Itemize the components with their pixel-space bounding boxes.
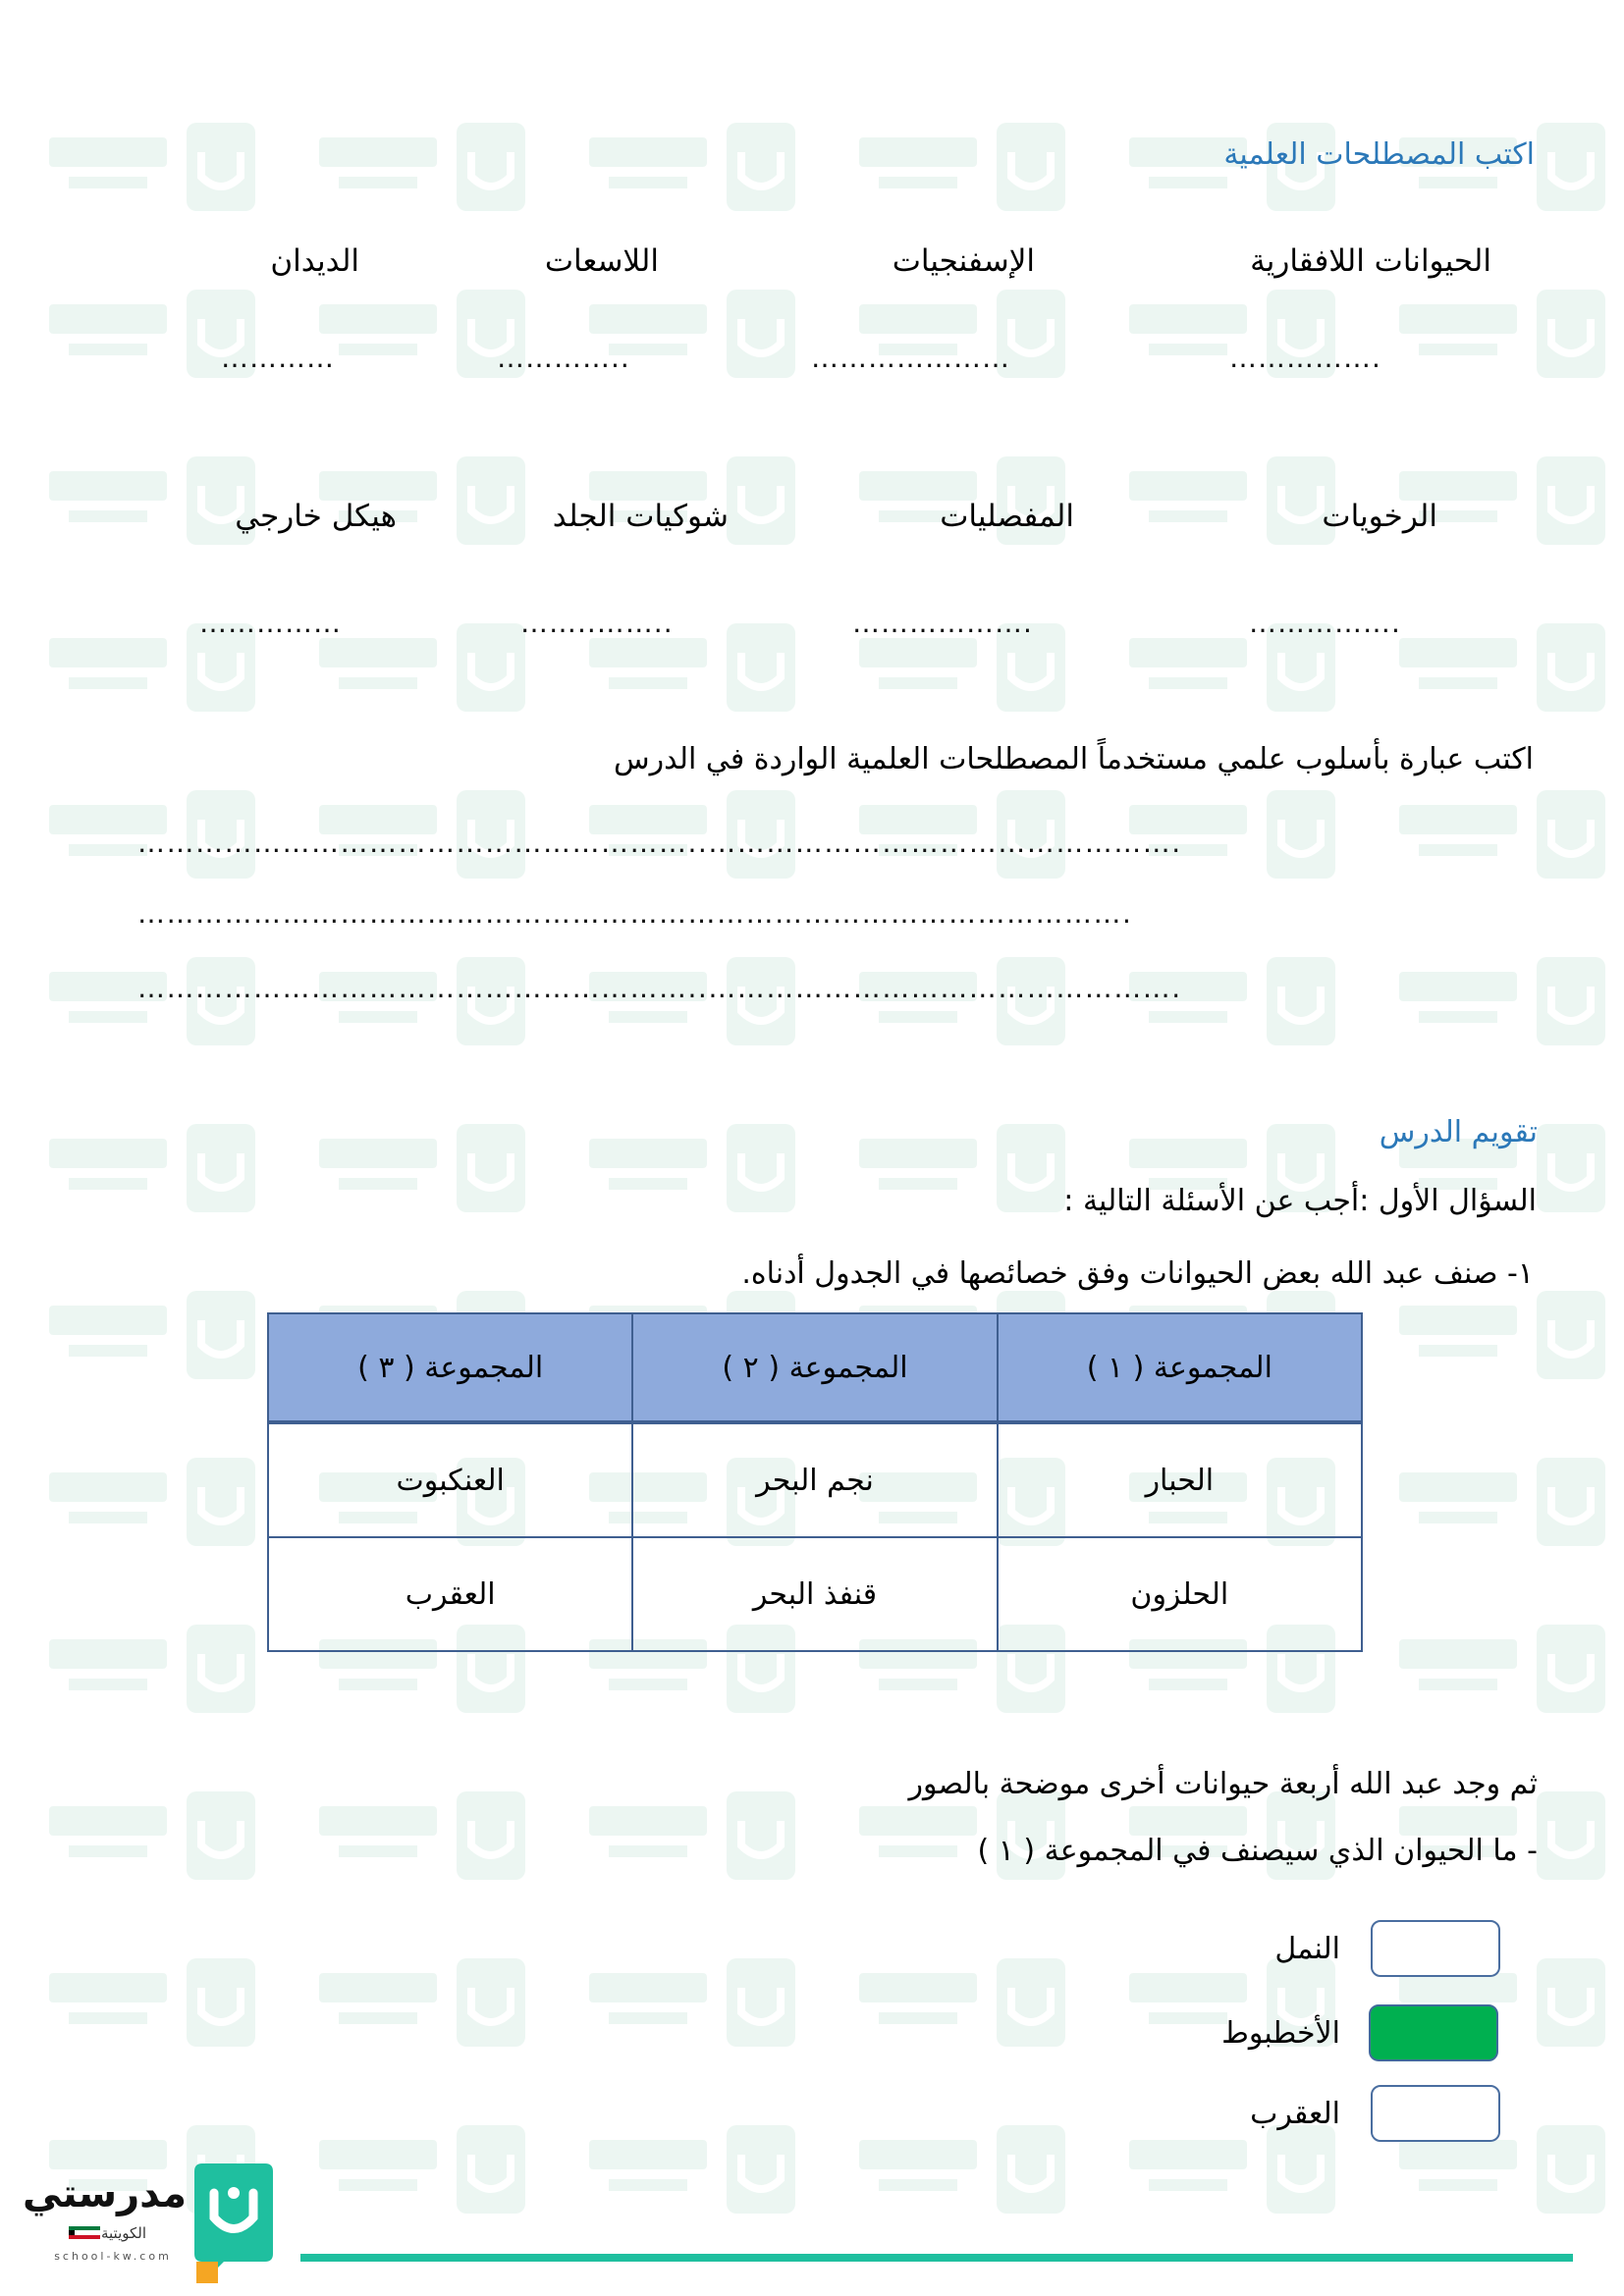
question-1-title: السؤال الأول :أجب عن الأسئلة التالية : [1063, 1184, 1537, 1218]
watermark-logo [309, 1953, 535, 2065]
watermark-logo [1389, 118, 1615, 230]
blank-echinoderms[interactable]: ……..…….. [520, 607, 674, 639]
watermark-logo [309, 618, 535, 730]
writing-line-1[interactable]: …………………………………………………..…………………………………………. [137, 827, 1182, 859]
table-cell: الحبار [998, 1422, 1362, 1537]
blank-worms[interactable]: ………… [221, 342, 335, 374]
watermark-logo [39, 1787, 265, 1898]
watermark-logo [1389, 1453, 1615, 1565]
table-header-group-3: المجموعة ( ٣ ) [268, 1313, 632, 1422]
term-echinoderms: شوكيات الجلد [552, 499, 729, 534]
term-worms: الديدان [270, 243, 359, 279]
watermark-logo [39, 1119, 265, 1231]
table-cell: الحلزون [998, 1537, 1362, 1651]
option-octopus-checkbox[interactable] [1369, 2004, 1498, 2061]
watermark-logo [849, 1119, 1075, 1231]
table-header-group-1: المجموعة ( ١ ) [998, 1313, 1362, 1422]
watermark-logo [39, 1620, 265, 1732]
watermark-logo [309, 1787, 535, 1898]
writing-line-3[interactable]: …………………………………………………..…………………………………………. [137, 972, 1182, 1004]
section-heading-terms: اكتب المصطلحات العلمية [1223, 137, 1535, 172]
blank-exoskeleton[interactable]: …………… [199, 607, 342, 639]
watermark-logo [39, 952, 265, 1064]
term-invertebrates: الحيوانات اللافقارية [1250, 243, 1491, 279]
item-1-text: ١- صنف عبد الله بعض الحيوانات وفق خصائصها في الجدول أدناه. [741, 1256, 1534, 1291]
watermark-logo [1119, 952, 1345, 1064]
followup-text: ثم وجد عبد الله أربعة حيوانات أخرى موضحة بالصور [908, 1767, 1538, 1801]
watermark-logo [579, 118, 805, 230]
logo-wordmark: مدرستي [22, 2171, 187, 2216]
blank-arthropods[interactable]: ………………. [852, 607, 1033, 639]
watermark-logo [1119, 452, 1345, 563]
kuwait-flag-icon [69, 2226, 100, 2240]
watermark-logo [39, 1953, 265, 2065]
watermark-logo [309, 285, 535, 397]
logo-subtitle: الكويتية [100, 2224, 147, 2242]
table-cell: قنفذ البحر [632, 1537, 997, 1651]
watermark-logo [309, 1119, 535, 1231]
term-cnidarians: اللاسعات [544, 243, 659, 279]
option-ants-checkbox[interactable] [1371, 1920, 1500, 1977]
watermark-logo [1389, 785, 1615, 897]
watermark-logo [39, 285, 265, 397]
watermark-logo [579, 1119, 805, 1231]
writing-prompt: اكتب عبارة بأسلوب علمي مستخدماً المصطلحات العلمية الواردة في الدرس [614, 742, 1534, 776]
watermark-logo [39, 1453, 265, 1565]
watermark-logo [579, 1787, 805, 1898]
watermark-logo [579, 1953, 805, 2065]
blank-cnidarians[interactable]: ………….. [497, 342, 630, 374]
footer-accent-line [300, 2254, 1573, 2262]
watermark-logo [1119, 285, 1345, 397]
watermark-logo [309, 118, 535, 230]
table-cell: نجم البحر [632, 1422, 997, 1537]
watermark-logo [1389, 618, 1615, 730]
classification-table [267, 1312, 1363, 1652]
table-cell: العنكبوت [268, 1422, 632, 1537]
table-header-group-2: المجموعة ( ٢ ) [632, 1313, 997, 1422]
subquestion-text: - ما الحيوان الذي سيصنف في المجموعة ( ١ ) [977, 1834, 1538, 1868]
logo-url: school-kw.com [54, 2250, 172, 2263]
watermark-logo [1389, 952, 1615, 1064]
watermark-logo [579, 285, 805, 397]
watermark-logo [1119, 118, 1345, 230]
term-mollusks: الرخويات [1322, 499, 1437, 534]
watermark-logo [1389, 1286, 1615, 1398]
watermark-logo [849, 952, 1075, 1064]
blank-mollusks[interactable]: ……………. [1249, 607, 1401, 639]
watermark-logo [1389, 285, 1615, 397]
watermark-logo [849, 285, 1075, 397]
table-header-row [268, 1313, 1362, 1422]
watermark-logo [309, 952, 535, 1064]
watermark-logo [579, 952, 805, 1064]
table-row [268, 1422, 1362, 1537]
table-cell: العقرب [268, 1537, 632, 1651]
writing-line-2[interactable]: …………………………………………………………………………………………. [137, 897, 1133, 930]
option-octopus-label: الأخطبوط [1221, 2016, 1340, 2051]
watermark-logo [39, 118, 265, 230]
watermark-logo [849, 1953, 1075, 2065]
logo-badge-icon [194, 2163, 273, 2291]
watermark-logo [849, 2120, 1075, 2232]
watermark-logo [309, 2120, 535, 2232]
term-exoskeleton: هيكل خارجي [235, 499, 397, 534]
blank-invertebrates[interactable]: ……………. [1229, 342, 1381, 374]
madrasati-logo [22, 2163, 285, 2281]
term-arthropods: المفصليات [940, 499, 1074, 534]
watermark-logo [1389, 1620, 1615, 1732]
watermark-logo [579, 2120, 805, 2232]
blank-sponges[interactable]: ………………… [811, 342, 1010, 374]
term-sponges: الإسفنجيات [892, 243, 1035, 279]
table-row [268, 1537, 1362, 1651]
option-ants-label: النمل [1274, 1932, 1340, 1966]
watermark-logo [39, 452, 265, 563]
watermark-logo [849, 118, 1075, 230]
watermark-logo [39, 1286, 265, 1398]
evaluation-heading: تقويم الدرس [1379, 1115, 1538, 1149]
option-scorpion-label: العقرب [1250, 2097, 1340, 2131]
watermark-logo [1119, 2120, 1345, 2232]
option-scorpion-checkbox[interactable] [1371, 2085, 1500, 2142]
